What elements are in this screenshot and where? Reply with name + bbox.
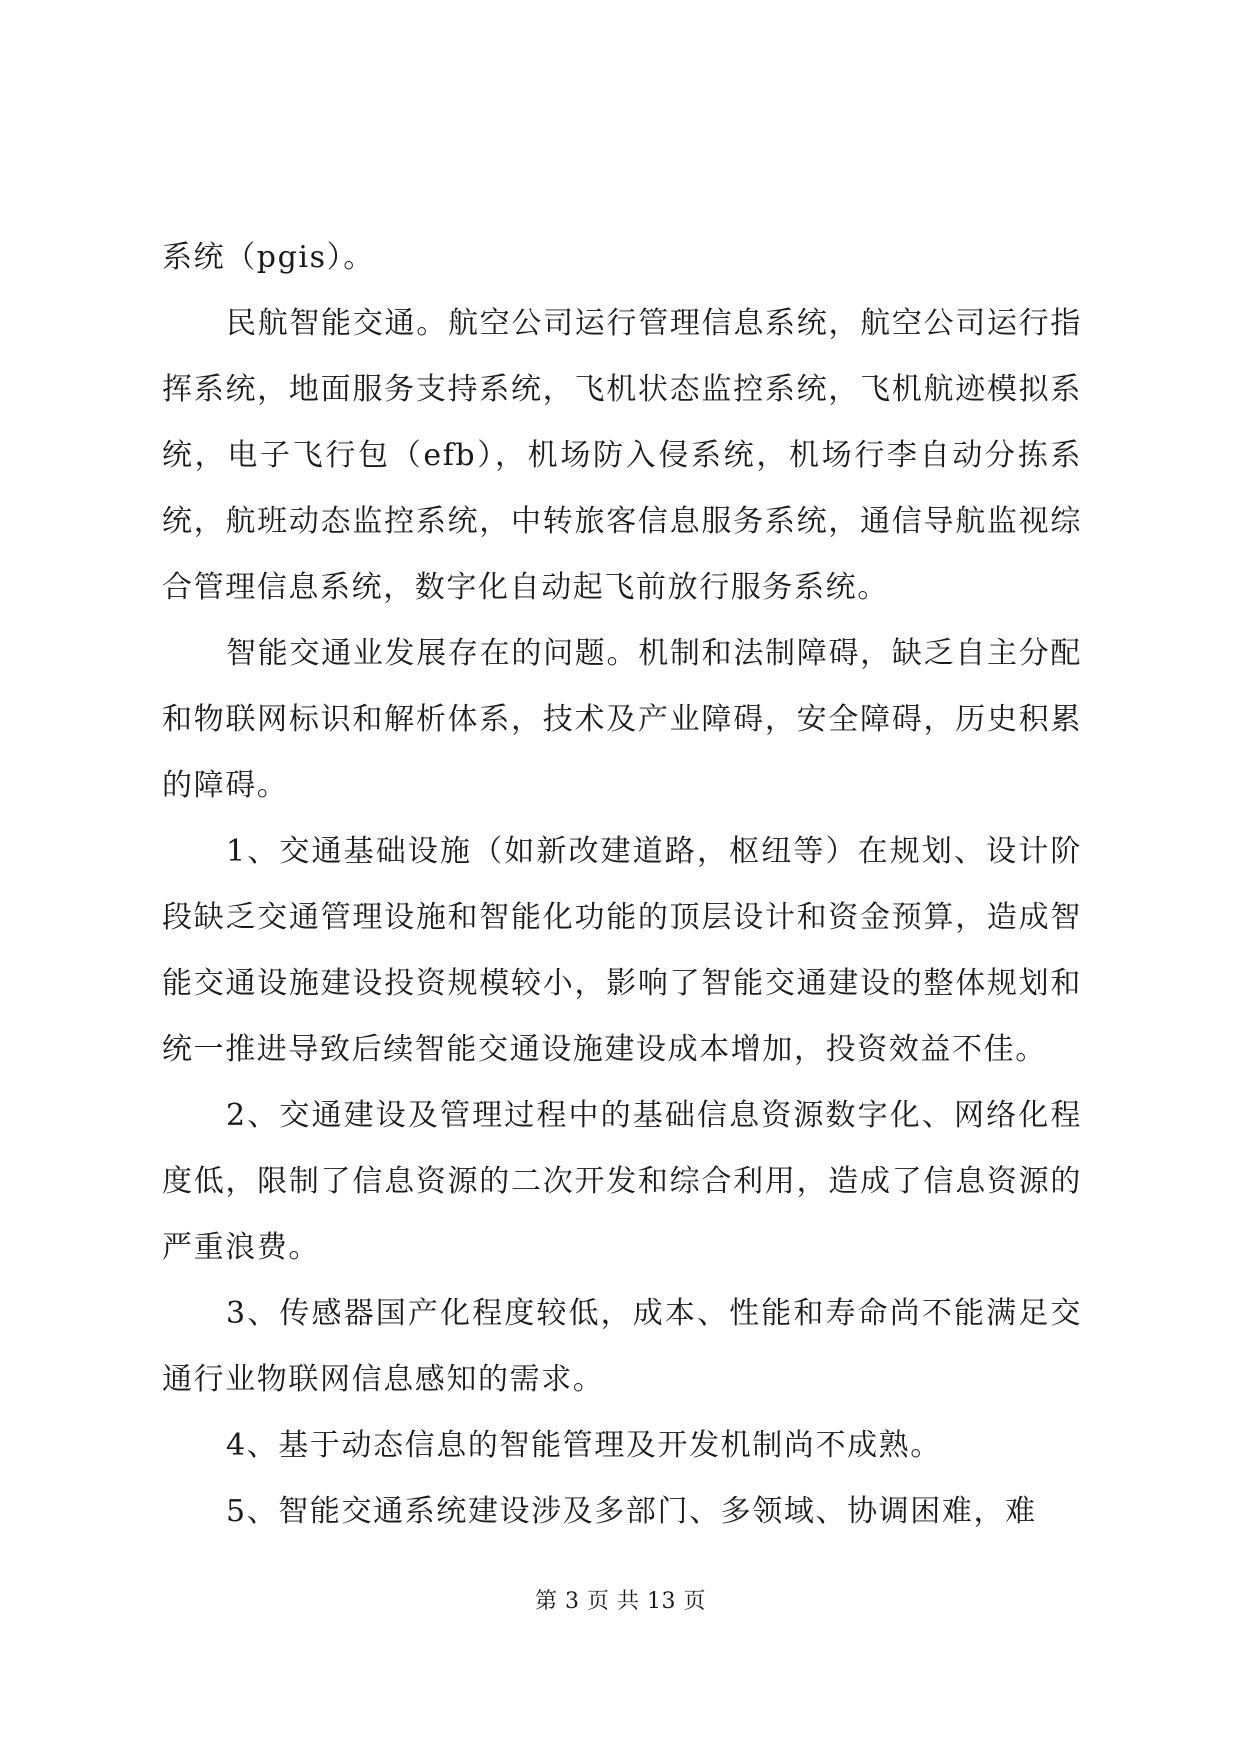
paragraph-5: 2、交通建设及管理过程中的基础信息资源数字化、网络化程度低，限制了信息资源的二次开发和综合利用，造成了信息资源的严重浪费。	[162, 1098, 1082, 1265]
document-body	[162, 225, 1082, 1545]
paragraph-4: 1、交通基础设施（如新改建道路，枢纽等）在规划、设计阶段缺乏交通管理设施和智能化功能的顶层设计和资金预算，造成智能交通设施建设投资规模较小，影响了智能交通建设的整体规划和统一推进导致后续智能交通设施建设成本增加，投资效益不佳。	[162, 834, 1082, 1067]
paragraph-1: 系统（pgis）。	[162, 240, 375, 275]
page-footer: 第 3 页 共 13 页	[535, 1589, 706, 1614]
paragraph-6: 3、传感器国产化程度较低，成本、性能和寿命尚不能满足交通行业物联网信息感知的需求。	[162, 1296, 1082, 1397]
paragraph-8: 5、智能交通系统建设涉及多部门、多领域、协调困难，难	[226, 1494, 1037, 1529]
paragraph-2: 民航智能交通。航空公司运行管理信息系统，航空公司运行指挥系统，地面服务支持系统，飞机状态监控系统，飞机航迹模拟系统，电子飞行包（efb），机场防入侵系统，机场行李自动分拣系统，航班动态监控系统，中转旅客信息服务系统，通信导航监视综合管理信息系统，数字化自动起飞前放行服务系统。	[162, 306, 1082, 605]
paragraph-3: 智能交通业发展存在的问题。机制和法制障碍，缺乏自主分配和物联网标识和解析体系，技术及产业障碍，安全障碍，历史积累的障碍。	[162, 636, 1082, 803]
paragraph-7: 4、基于动态信息的智能管理及开发机制尚不成熟。	[226, 1428, 942, 1463]
